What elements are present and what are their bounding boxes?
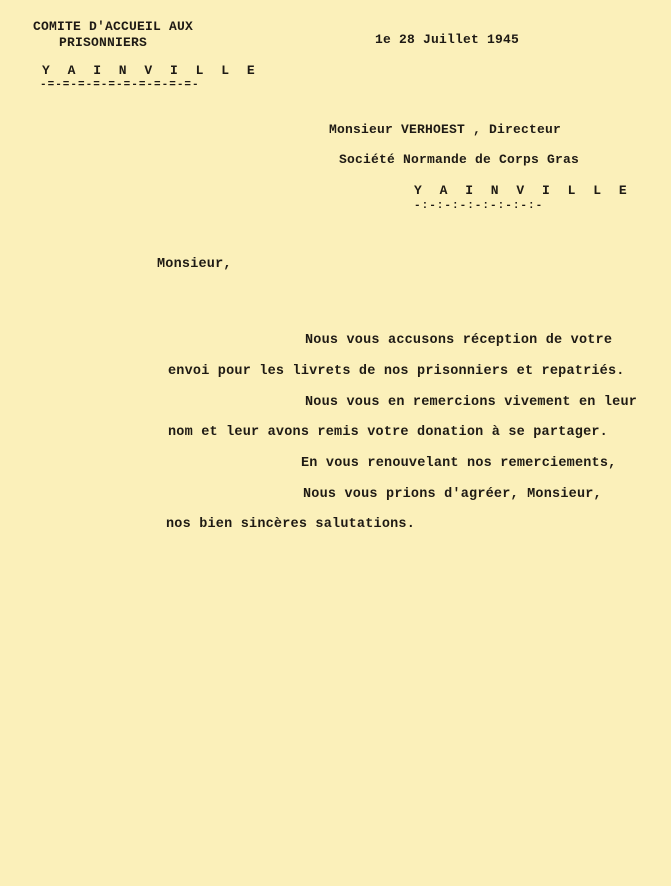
salutation: Monsieur, xyxy=(157,257,232,272)
org-name-line1: COMITE D'ACCUEIL AUX xyxy=(33,19,194,34)
recipient-line1: Monsieur VERHOEST , Directeur xyxy=(329,122,562,137)
body-line-4: nom et leur avons remis votre donation à se partager. xyxy=(168,425,608,440)
body-line-2: envoi pour les livrets de nos prisonniers et repatriés. xyxy=(168,364,625,379)
org-town: Y A I N V I L L E xyxy=(42,63,260,78)
body-line-3: Nous vous en remercions vivement en leur xyxy=(305,395,638,410)
body-line-1: Nous vous accusons réception de votre xyxy=(305,333,613,348)
org-underline: -=-=-=-=-=-=-=-=-=-=- xyxy=(40,79,200,91)
recipient-line2: Société Normande de Corps Gras xyxy=(339,152,580,167)
letter-date: 1e 28 Juillet 1945 xyxy=(375,32,520,47)
body-line-7: nos bien sincères salutations. xyxy=(166,517,416,532)
body-line-6: Nous vous prions d'agréer, Monsieur, xyxy=(303,487,602,502)
recipient-town: Y A I N V I L L E xyxy=(414,183,632,198)
recipient-underline: -:-:-:-:-:-:-:-:- xyxy=(414,200,544,212)
body-line-5: En vous renouvelant nos remerciements, xyxy=(301,456,617,471)
org-name-line2: PRISONNIERS xyxy=(59,35,148,50)
